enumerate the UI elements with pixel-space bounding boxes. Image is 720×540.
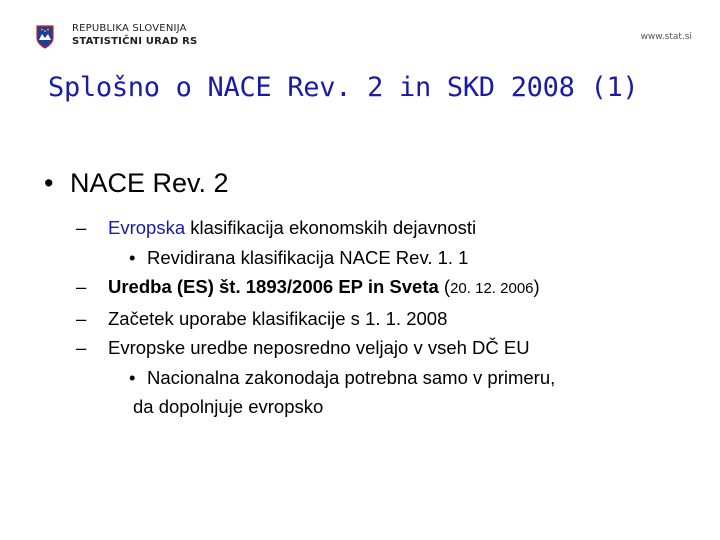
item4-text: Evropske uredbe neposredno veljajo v vseh DČ EU <box>108 337 530 358</box>
sub-list-item <box>76 363 555 393</box>
item4-sub-text-line2: da dopolnjuje evropsko <box>133 396 324 417</box>
list-item <box>76 213 555 243</box>
org-line2: STATISTIČNI URAD RS <box>72 36 198 47</box>
item2-text: Uredba (ES) št. 1893/2006 EP in Sveta <box>108 276 439 297</box>
item2-date-open: ( <box>438 276 451 297</box>
dash-marker: – <box>76 217 87 238</box>
dash-marker: – <box>76 337 87 358</box>
org-line1: REPUBLIKA SLOVENIJA <box>72 23 187 34</box>
bullet-list <box>76 213 555 422</box>
item2-date: 20. 12. 2006 <box>450 280 534 297</box>
slide-header <box>0 0 720 60</box>
item2-date-close: ) <box>533 276 540 297</box>
list-item <box>76 304 555 334</box>
bullet-dot: • <box>129 246 136 268</box>
item1-highlight: Evropska <box>108 217 186 238</box>
dash-marker: – <box>76 276 87 297</box>
bullet-dot: • <box>129 366 136 388</box>
item3-text: Začetek uporabe klasifikacije s 1. 1. 2008 <box>108 307 448 329</box>
slovenia-coat-of-arms-icon <box>36 25 54 49</box>
item4-sub-text-line1: Nacionalna zakonodaja potrebna samo v primeru, <box>147 366 556 388</box>
main-bullet <box>44 168 229 199</box>
item1-sub-text: Revidirana klasifikacija NACE Rev. 1. 1 <box>147 246 469 268</box>
organization-name <box>72 22 197 48</box>
sub-list-item <box>76 243 555 273</box>
main-bullet-text: NACE Rev. 2 <box>70 168 229 198</box>
sub-list-item-continuation <box>76 392 555 422</box>
dash-marker: – <box>76 307 87 329</box>
list-item <box>76 272 555 304</box>
slide-title: Splošno o NACE Rev. 2 in SKD 2008 (1) <box>48 72 639 103</box>
list-item <box>76 333 555 363</box>
website-url: www.stat.si <box>640 32 692 42</box>
bullet-dot: • <box>44 168 54 198</box>
item1-text: klasifikacija ekonomskih dejavnosti <box>185 217 477 238</box>
